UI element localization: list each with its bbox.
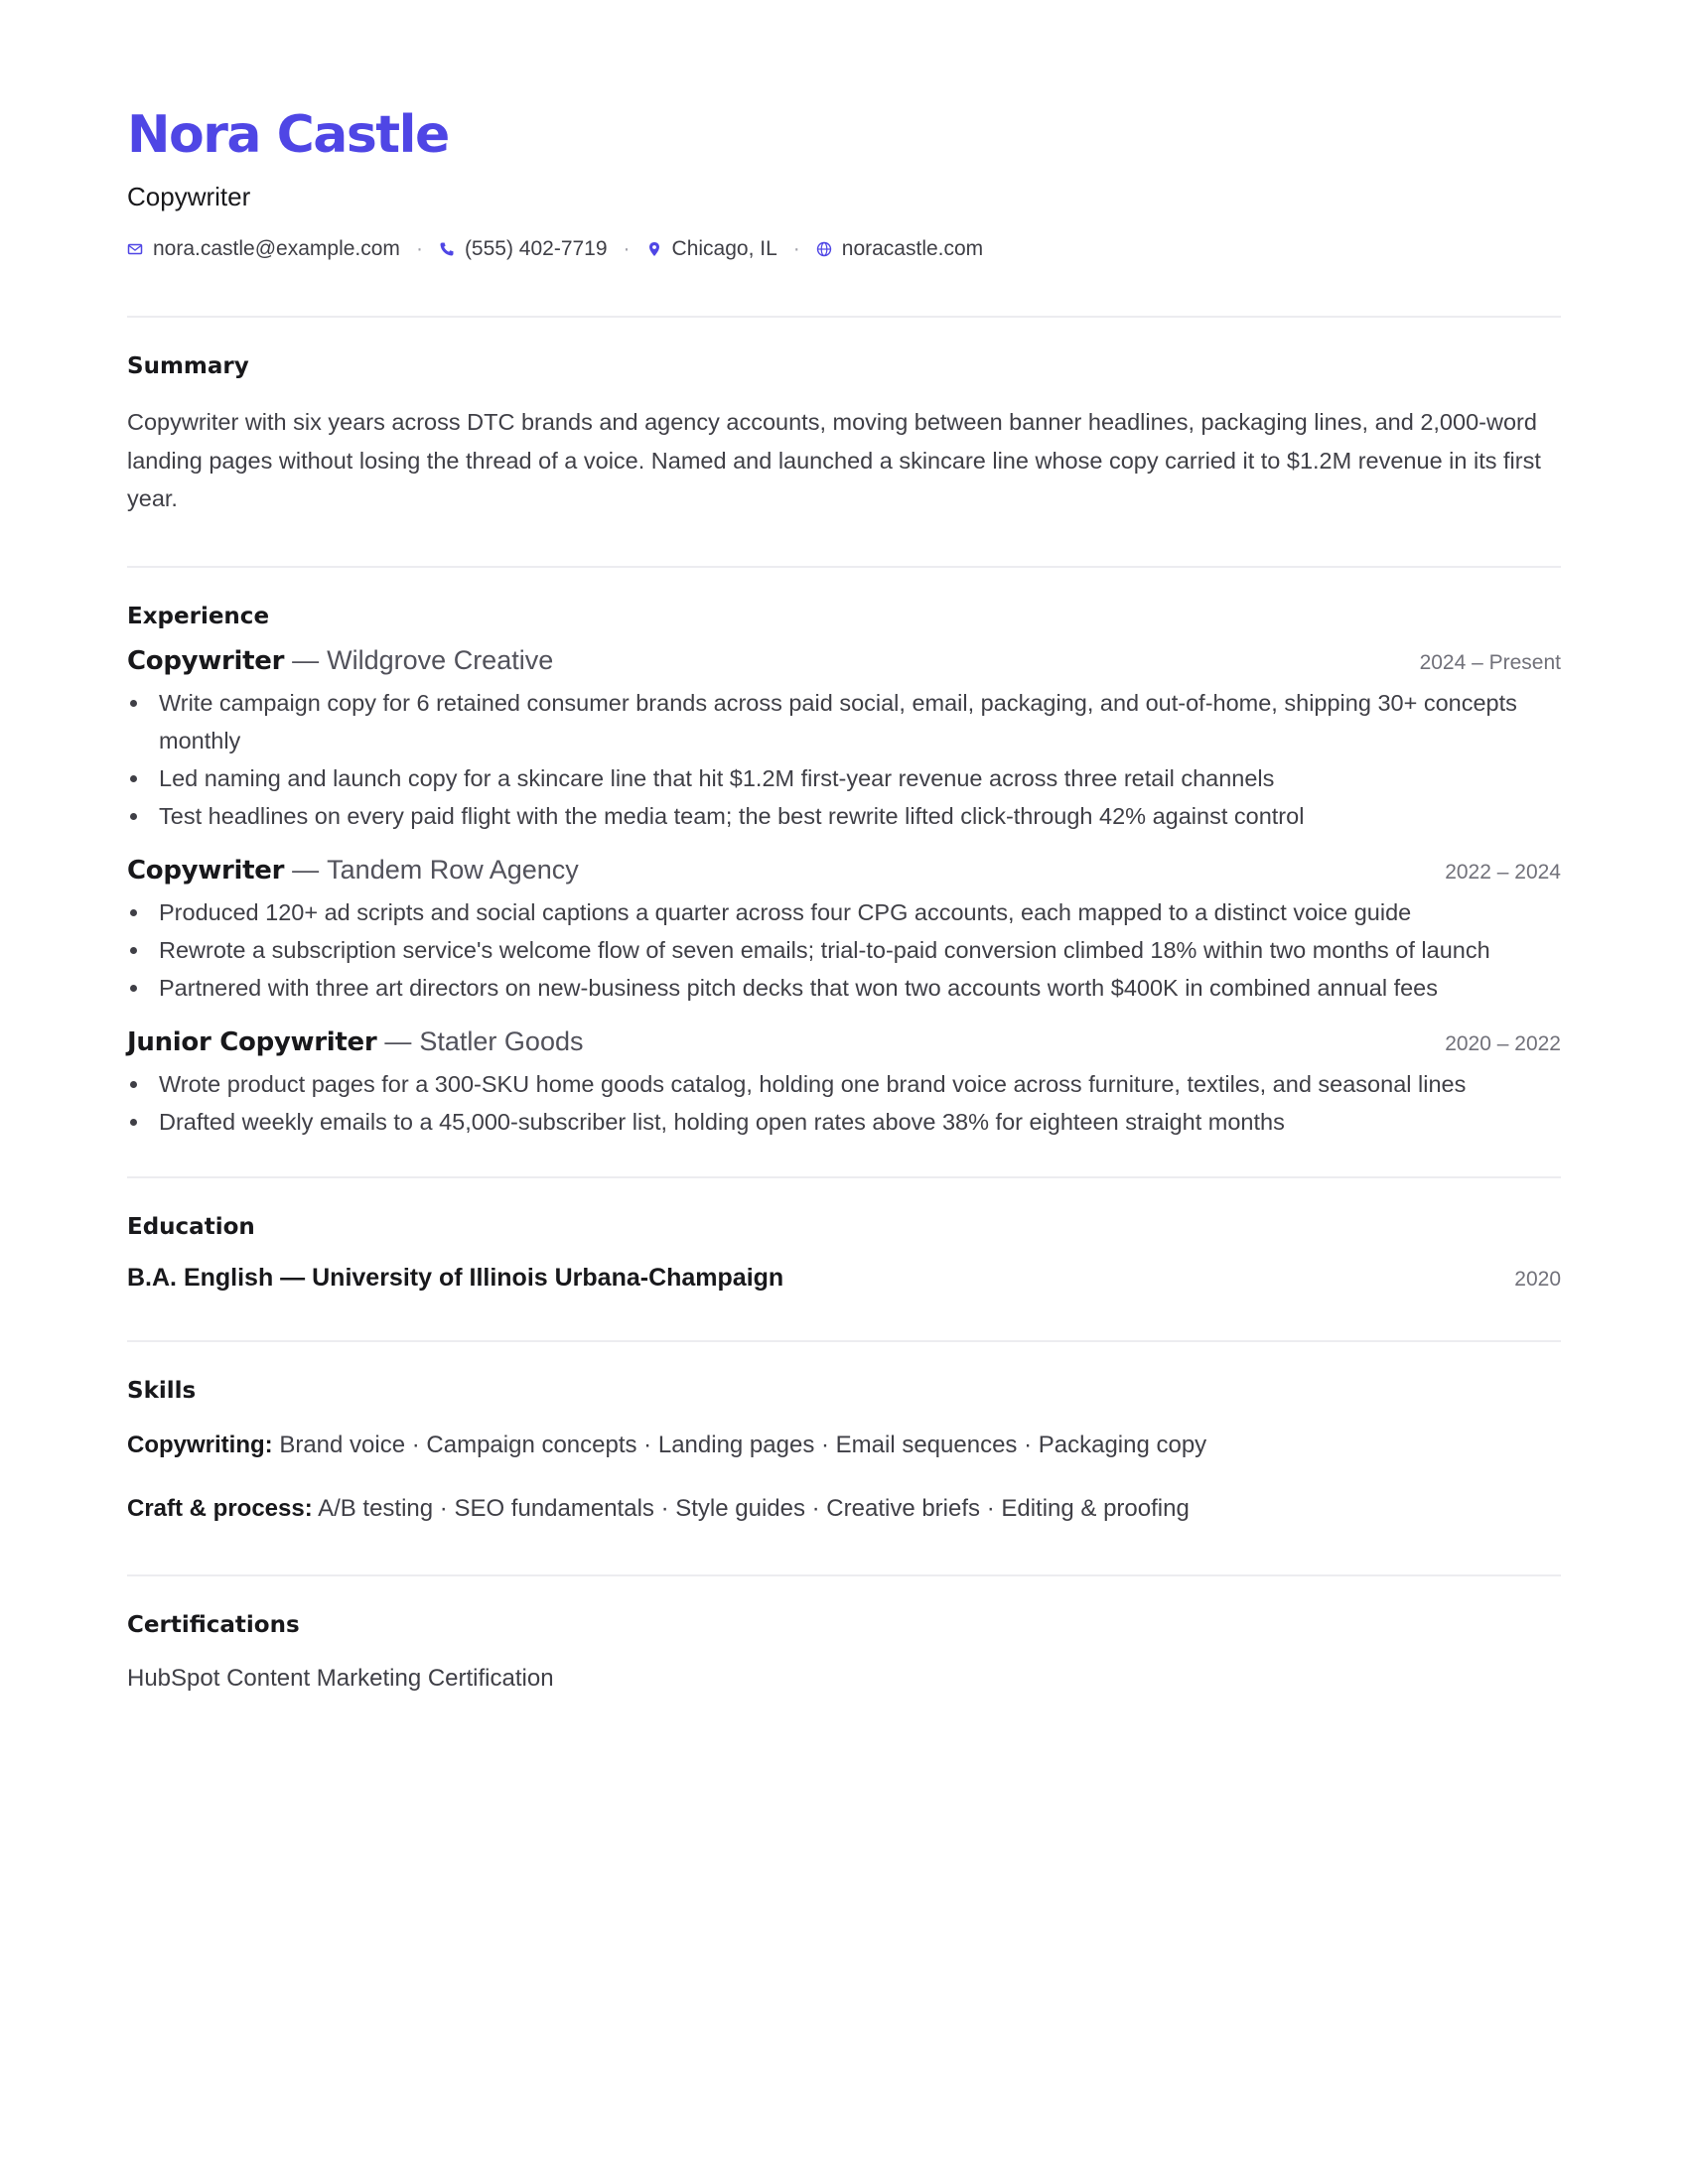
job-entry	[127, 1026, 1561, 1141]
job-dates: 2020 – 2022	[1445, 1031, 1561, 1055]
contact-email[interactable]	[127, 234, 400, 264]
job-dash: —	[384, 1025, 412, 1056]
education-section	[127, 1178, 1561, 1340]
contact-phone-text: (555) 402-7719	[464, 237, 608, 260]
skill-group	[127, 1428, 1561, 1463]
contact-location	[646, 234, 777, 264]
job-company: Tandem Row Agency	[327, 854, 579, 885]
job-title: Junior Copywriter	[127, 1026, 377, 1057]
certifications-heading: Certifications	[127, 1611, 300, 1638]
job-title-line	[127, 855, 579, 886]
job-company: Wildgrove Creative	[327, 644, 554, 675]
skill-group	[127, 1491, 1561, 1527]
degree-title: B.A. English — University of Illinois Urbana-Champaign	[127, 1263, 784, 1292]
candidate-name: Nora Castle	[127, 105, 449, 165]
job-title-line	[127, 645, 553, 676]
job-title: Copywriter	[127, 645, 285, 676]
job-title: Copywriter	[127, 855, 285, 886]
phone-icon	[439, 241, 455, 257]
list-item: Rewrote a subscription service's welcome flow of seven emails; trial-to-paid conversion climbed 18% within two months of launch	[159, 931, 1561, 969]
list-item: Partnered with three art directors on new-business pitch decks that won two accounts worth $400K in combined annual fees	[159, 969, 1561, 1007]
job-header	[127, 1026, 1561, 1057]
contact-website-text: noracastle.com	[841, 237, 984, 260]
list-item: Led naming and launch copy for a skincare line that hit $1.2M first-year revenue across three retail channels	[159, 759, 1561, 797]
job-entry	[127, 645, 1561, 835]
summary-section	[127, 318, 1561, 566]
summary-heading: Summary	[127, 353, 249, 379]
resume-header	[127, 99, 1561, 264]
education-entry	[127, 1264, 1561, 1293]
contact-separator: ·	[792, 237, 800, 260]
job-dash: —	[292, 644, 320, 675]
globe-icon	[816, 241, 832, 257]
job-dates: 2024 – Present	[1419, 650, 1561, 674]
job-title-line	[127, 1026, 583, 1057]
list-item: Write campaign copy for 6 retained consumer brands across paid social, email, packaging, and out-of-home, shipping 30+ concepts monthly	[159, 684, 1561, 759]
candidate-role: Copywriter	[127, 182, 251, 211]
list-item: Test headlines on every paid flight with the media team; the best rewrite lifted click-through 42% against control	[159, 797, 1561, 835]
skill-group-label: Copywriting:	[127, 1431, 273, 1458]
job-bullets	[127, 1065, 1561, 1141]
summary-text: Copywriter with six years across DTC brands and agency accounts, moving between banner headlines, packaging lines, and 2,000-word landing pages without losing the thread of a voice. Named and launched a skincare line whose copy carried it to $1.2M revenue in its first year.	[127, 409, 1541, 511]
skill-group-items: A/B testing · SEO fundamentals · Style guides · Creative briefs · Editing & proofing	[318, 1494, 1190, 1522]
job-entry	[127, 855, 1561, 1007]
skill-group-items: Brand voice · Campaign concepts · Landing pages · Email sequences · Packaging copy	[279, 1431, 1207, 1458]
contact-row	[127, 234, 1561, 264]
job-bullets	[127, 684, 1561, 835]
skills-heading: Skills	[127, 1377, 197, 1404]
list-item: Produced 120+ ad scripts and social captions a quarter across four CPG accounts, each mapped to a distinct voice guide	[159, 893, 1561, 931]
certification-item: HubSpot Content Marketing Certification	[127, 1664, 554, 1692]
experience-heading: Experience	[127, 603, 270, 629]
contact-location-text: Chicago, IL	[671, 237, 777, 260]
certifications-section	[127, 1576, 1561, 1743]
job-dates: 2022 – 2024	[1445, 860, 1561, 884]
education-year: 2020	[1514, 1267, 1561, 1291]
job-bullets	[127, 893, 1561, 1007]
location-pin-icon	[646, 241, 662, 257]
mail-icon	[127, 241, 143, 257]
job-header	[127, 855, 1561, 886]
contact-separator: ·	[415, 237, 423, 260]
list-item: Drafted weekly emails to a 45,000-subscriber list, holding open rates above 38% for eighteen straight months	[159, 1103, 1561, 1141]
experience-section	[127, 568, 1561, 1176]
job-company: Statler Goods	[419, 1025, 584, 1056]
list-item: Wrote product pages for a 300-SKU home goods catalog, holding one brand voice across furniture, textiles, and seasonal lines	[159, 1065, 1561, 1103]
contact-website[interactable]	[816, 234, 983, 264]
education-heading: Education	[127, 1213, 255, 1240]
contact-phone[interactable]	[439, 234, 608, 264]
job-dash: —	[292, 854, 320, 885]
job-header	[127, 645, 1561, 676]
skills-section	[127, 1342, 1561, 1574]
contact-separator: ·	[623, 237, 631, 260]
skill-group-label: Craft & process:	[127, 1494, 313, 1522]
contact-email-text: nora.castle@example.com	[153, 237, 400, 260]
